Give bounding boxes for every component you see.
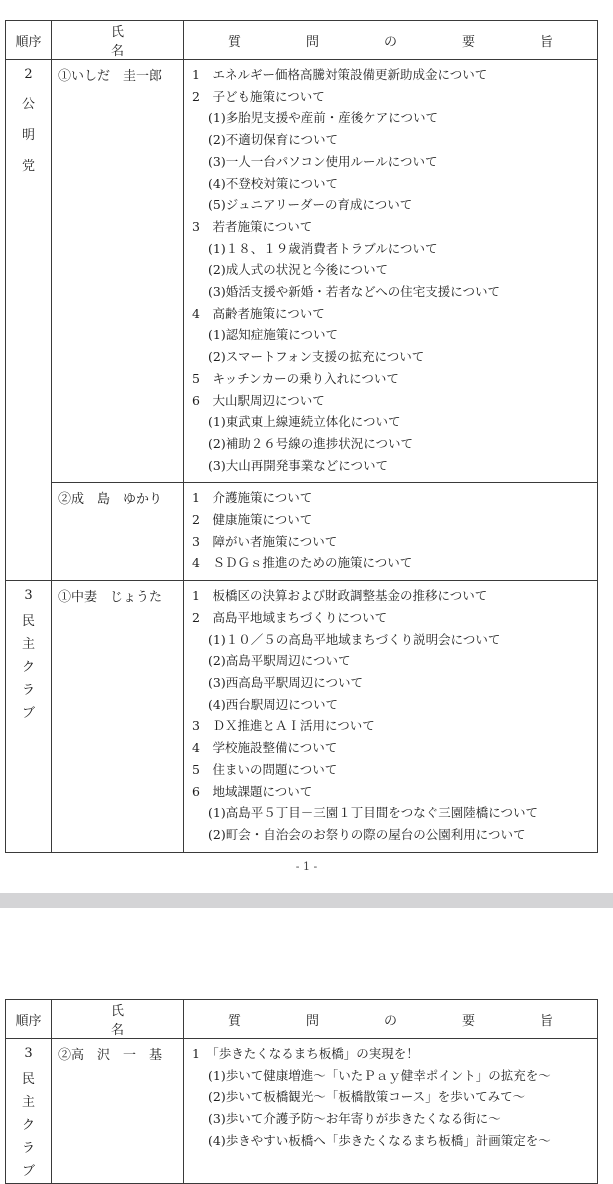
question-item: 3 若者施策について	[192, 218, 313, 234]
question-items-cell	[184, 581, 598, 852]
question-subitem: (1)歩いて健康増進～「いたＰａｙ健幸ポイント」の拡充を～	[208, 1067, 551, 1083]
member-name: ②成 島 ゆかり	[52, 483, 184, 581]
question-subitem: (2)成人式の状況と今後について	[208, 262, 388, 278]
question-subitem: (2)町会・自治会のお祭りの際の屋台の公園利用について	[208, 826, 526, 842]
question-table-page-1	[5, 20, 598, 853]
member-name: ①中妻 じょうた	[52, 581, 184, 852]
question-items-cell	[184, 1039, 598, 1184]
order-party-cell	[6, 60, 52, 581]
question-subitem: (2)不適切保育について	[208, 132, 338, 148]
question-subitem: (2)歩いて板橋観光～「板橋散策コース」を歩いてみて～	[208, 1089, 526, 1105]
question-item: 2 健康施策について	[192, 512, 313, 528]
question-items-cell	[184, 483, 598, 581]
header-topic: 質 問 の 要 旨	[184, 21, 598, 60]
question-subitem: (1)認知症施策について	[208, 327, 338, 343]
party-name-char: 主	[21, 1095, 35, 1110]
party-name-char: 民	[21, 614, 35, 630]
question-item: 3 ＤＸ推進とＡＩ活用について	[192, 718, 375, 734]
question-subitem: (1)東武東上線連続立体化について	[208, 414, 401, 430]
party-name-char: ラ	[21, 683, 35, 699]
header-name: 氏 名	[52, 1000, 184, 1039]
member-name: ①いしだ 圭一郎	[52, 60, 184, 483]
question-subitem: (1)１０／５の高島平地域まちづくり説明会について	[208, 631, 501, 647]
question-subitem: (2)補助２６号線の進捗状況について	[208, 435, 413, 451]
table-row	[6, 581, 598, 852]
question-item: 4 ＳＤＧｓ推進のための施策について	[192, 555, 413, 571]
order-party-cell	[6, 581, 52, 852]
header-order: 順序	[6, 21, 52, 60]
question-items-cell	[184, 60, 598, 483]
question-subitem: (1)高島平５丁目－三園１丁目間をつなぐ三園陸橋について	[208, 805, 538, 821]
question-subitem: (2)スマートフォン支援の拡充について	[208, 349, 425, 365]
question-subitem: (3)婚活支援や新婚・若者などへの住宅支援について	[208, 284, 500, 300]
question-item: 1 エネルギー価格高騰対策設備更新助成金について	[192, 67, 488, 82]
table-row	[6, 60, 598, 483]
question-subitem: (3)一人一台パソコン使用ルールについて	[208, 153, 438, 169]
party-name-char: ラ	[21, 1141, 35, 1156]
party-name-char: ク	[21, 1118, 35, 1133]
party-name-char: ブ	[21, 1164, 35, 1179]
question-item: 2 子ども施策について	[192, 88, 325, 104]
table-header-row	[6, 21, 598, 60]
order-number: 2	[24, 67, 33, 82]
question-subitem: (5)ジュニアリーダーの育成について	[208, 197, 413, 213]
page-separator	[0, 893, 613, 908]
party-name-char: 主	[21, 637, 35, 653]
member-name: ②高 沢 一 基	[52, 1039, 184, 1184]
question-subitem: (3)西高島平駅周辺について	[208, 674, 363, 690]
header-name: 氏 名	[52, 21, 184, 60]
party-name-char: 党	[21, 159, 35, 174]
order-party-cell	[6, 1039, 52, 1184]
question-item: 3 障がい者施策について	[192, 533, 338, 549]
table-row	[6, 483, 598, 581]
page-number: - 1 -	[295, 860, 318, 873]
question-item: 1 板橋区の決算および財政調整基金の推移について	[192, 588, 488, 604]
order-number: 3	[24, 588, 33, 604]
question-item: 4 高齢者施策について	[192, 305, 325, 321]
question-item: 1 「歩きたくなるまち板橋」の実現を！	[192, 1046, 419, 1061]
question-subitem: (1)多胎児支援や産前・産後ケアについて	[208, 110, 438, 126]
question-subitem: (3)大山再開発事業などについて	[208, 457, 388, 473]
question-item: 5 キッチンカーの乗り入れについて	[192, 370, 399, 386]
party-name-char: ブ	[21, 706, 35, 722]
question-table-page-2	[5, 999, 598, 1184]
question-subitem: (2)高島平駅周辺について	[208, 653, 351, 669]
question-item: 6 大山駅周辺について	[192, 392, 325, 408]
question-item: 2 高島平地域まちづくりについて	[192, 609, 388, 625]
question-item: 6 地域課題について	[192, 783, 313, 799]
order-number: 3	[24, 1046, 33, 1061]
question-subitem: (1)１８、１９歳消費者トラブルについて	[208, 240, 438, 256]
header-topic: 質 問 の 要 旨	[184, 1000, 598, 1039]
party-name-char: 明	[21, 128, 35, 143]
document-page-2	[0, 908, 613, 1179]
table-header-row	[6, 1000, 598, 1039]
party-name-char: ク	[21, 660, 35, 676]
question-item: 4 学校施設整備について	[192, 740, 338, 756]
question-subitem: (3)歩いて介護予防～お年寄りが歩きたくなる街に～	[208, 1111, 501, 1127]
question-subitem: (4)歩きやすい板橋へ「歩きたくなるまち板橋」計画策定を～	[208, 1132, 551, 1148]
party-name-char: 公	[21, 97, 35, 112]
table-row	[6, 1039, 598, 1184]
party-name-char: 民	[21, 1072, 35, 1087]
question-subitem: (4)西台駅周辺について	[208, 696, 338, 712]
question-item: 1 介護施策について	[192, 490, 313, 506]
header-order: 順序	[6, 1000, 52, 1039]
question-subitem: (4)不登校対策について	[208, 175, 338, 191]
question-item: 5 住まいの問題について	[192, 761, 338, 777]
